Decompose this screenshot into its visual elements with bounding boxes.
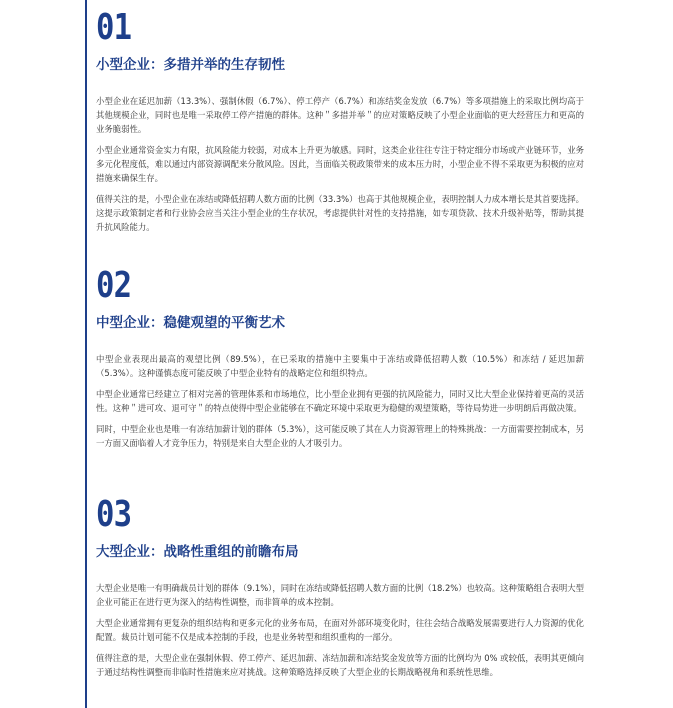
paragraph: 中型企业通常已经建立了相对完善的管理体系和市场地位，比小型企业拥有更强的抗风险能力，同时又比大型企业保持着更高的灵活性。这种＂进可攻、退可守＂的特点使得中型企业能够在不确定环境中采取更为稳健的观望策略，等待局势进一步明朗后再做决策。 bbox=[96, 389, 584, 413]
section-number: 01 bbox=[96, 7, 132, 48]
section-heading: 小型企业：多措并举的生存韧性 bbox=[96, 57, 285, 73]
section-large-enterprise bbox=[96, 494, 584, 679]
section-medium-enterprise bbox=[96, 265, 584, 450]
paragraph: 同时，中型企业也是唯一有冻结加薪计划的群体（5.3%），这可能反映了其在人力资源管理上的特殊挑战：一方面需要控制成本，另一方面又面临着人才竞争压力，特别是来自大型企业的人才吸引力。 bbox=[96, 424, 584, 448]
paragraph: 大型企业通常拥有更复杂的组织结构和更多元化的业务布局，在面对外部环境变化时，往往会结合战略发展需要进行人力资源的优化配置。裁员计划可能不仅是成本控制的手段，也是业务转型和组织重构的一部分。 bbox=[96, 618, 584, 642]
paragraph: 中型企业表现出最高的观望比例（89.5%），在已采取的措施中主要集中于冻结或降低招聘人数（10.5%）和冻结 / 延迟加薪（5.3%）。这种谨慎态度可能反映了中型企业特有的战略定位和组织特点。 bbox=[96, 354, 584, 378]
section-number: 03 bbox=[96, 494, 132, 535]
paragraph: 大型企业是唯一有明确裁员计划的群体（9.1%），同时在冻结或降低招聘人数方面的比例（18.2%）也较高。这种策略组合表明大型企业可能正在进行更为深入的结构性调整，而非简单的成本控制。 bbox=[96, 583, 584, 607]
section-heading: 中型企业：稳健观望的平衡艺术 bbox=[96, 315, 285, 331]
section-small-enterprise bbox=[96, 7, 584, 234]
paragraph: 值得关注的是，小型企业在冻结或降低招聘人数方面的比例（33.3%）也高于其他规模企业，表明控制人力成本增长是其首要选择。这提示政策制定者和行业协会应当关注小型企业的生存状况，考虑提供针对性的支持措施，如专项贷款、技术升级补贴等，帮助其提升抗风险能力。 bbox=[96, 194, 584, 232]
paragraph: 小型企业在延迟加薪（13.3%）、强制休假（6.7%）、停工停产（6.7%）和冻结奖金发放（6.7%）等多项措施上的采取比例均高于其他规模企业，同时也是唯一采取停工停产措施的群体。这种＂多措并举＂的应对策略反映了小型企业面临的更大经营压力和更高的业务脆弱性。 bbox=[96, 96, 584, 134]
section-number: 02 bbox=[96, 265, 132, 306]
paragraph: 值得注意的是，大型企业在强制休假、停工停产、延迟加薪、冻结加薪和冻结奖金发放等方面的比例均为 0% 或较低，表明其更倾向于通过结构性调整而非临时性措施来应对挑战。这种策略选择反映了大型企业的长期战略视角和系统性思维。 bbox=[96, 653, 584, 677]
section-heading: 大型企业：战略性重组的前瞻布局 bbox=[96, 544, 299, 560]
paragraph: 小型企业通常资金实力有限，抗风险能力较弱，对成本上升更为敏感。同时，这类企业往往专注于特定细分市场或产业链环节，业务多元化程度低，难以通过内部资源调配来分散风险。因此，当面临关税政策带来的成本压力时，小型企业不得不采取更为积极的应对措施来确保生存。 bbox=[96, 145, 584, 183]
left-accent-rule bbox=[85, 0, 87, 708]
